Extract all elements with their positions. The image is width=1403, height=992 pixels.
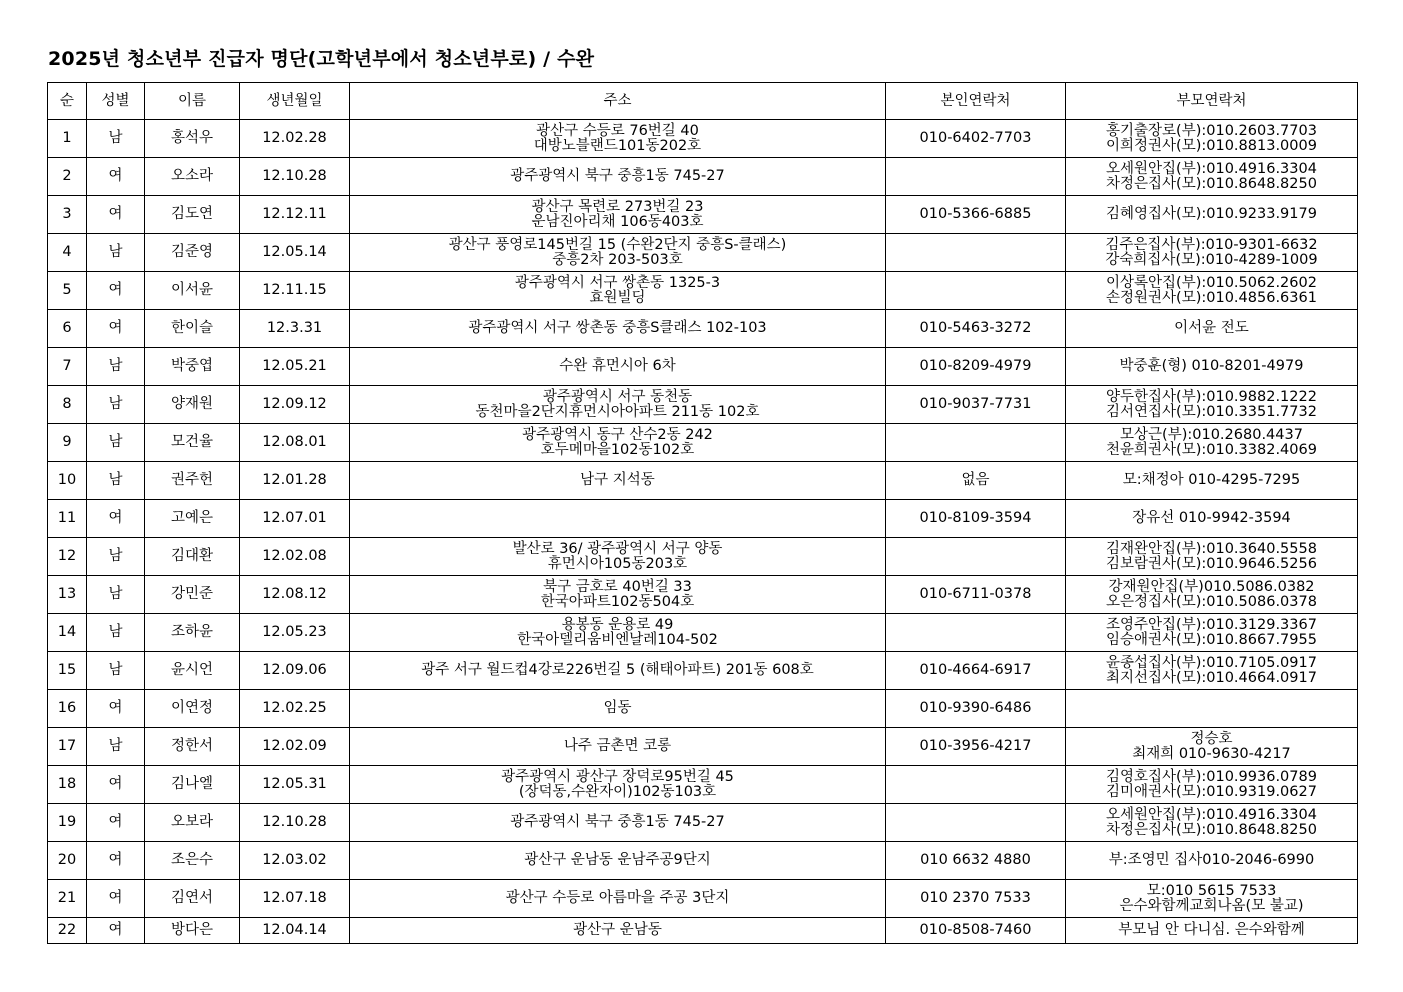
header-parent-contact: 부모연락처: [1066, 83, 1358, 120]
cell-name: 김준영: [145, 234, 240, 272]
cell-gender: 여: [87, 766, 145, 804]
parent-contact-line: 윤종섭집사(부):010.7105.0917: [1106, 654, 1317, 671]
table-row: [48, 652, 1358, 690]
address-line: 한국아파트102동504호: [540, 593, 695, 610]
address-line: 발산로 36/ 광주광역시 서구 양동: [512, 540, 723, 557]
parent-contact-line: 임승애권사(모):010.8667.7955: [1106, 631, 1317, 648]
address-line: 대방노블랜드101동202호: [533, 137, 702, 154]
cell-birth: 12.02.28: [240, 120, 350, 158]
table-row: [48, 842, 1358, 880]
address-line: 광산구 목련로 273번길 23: [531, 198, 704, 215]
cell-address: [350, 538, 886, 576]
cell-name: 정한서: [145, 728, 240, 766]
cell-no: 4: [48, 234, 87, 272]
cell-name: 오보라: [145, 804, 240, 842]
cell-parent-contact: [1066, 728, 1358, 766]
cell-parent-contact: [1066, 652, 1358, 690]
cell-no: 10: [48, 462, 87, 500]
cell-birth: 12.02.25: [240, 690, 350, 728]
cell-phone: [886, 234, 1066, 272]
cell-gender: 여: [87, 158, 145, 196]
parent-contact-line: 천윤희권사(모):010.3382.4069: [1106, 441, 1317, 458]
parent-contact-line: 차정은집사(모):010.8648.8250: [1106, 175, 1317, 192]
address-line: (장덕동,수완자이)102동103호: [518, 783, 717, 800]
cell-birth: 12.07.18: [240, 880, 350, 918]
cell-name: 조은수: [145, 842, 240, 880]
parent-contact-line: 김서연집사(모):010.3351.7732: [1106, 403, 1317, 420]
table-row: [48, 158, 1358, 196]
cell-address: [350, 196, 886, 234]
cell-gender: 여: [87, 272, 145, 310]
table-row: [48, 196, 1358, 234]
cell-gender: 남: [87, 424, 145, 462]
table-row: [48, 614, 1358, 652]
parent-contact-line: 부:조영민 집사010-2046-6990: [1108, 852, 1315, 868]
cell-address: [350, 652, 886, 690]
cell-name: 이연정: [145, 690, 240, 728]
cell-no: 22: [48, 918, 87, 944]
cell-phone: 010-6402-7703: [886, 120, 1066, 158]
table-row: [48, 804, 1358, 842]
cell-gender: 여: [87, 500, 145, 538]
address-line: 남구 지석동: [580, 472, 655, 488]
parent-contact-line: 부모님 안 다니심. 은수와함께: [1118, 922, 1305, 938]
cell-phone: 없음: [886, 462, 1066, 500]
header-birth: 생년월일: [240, 83, 350, 120]
cell-birth: 12.05.23: [240, 614, 350, 652]
cell-address: [350, 310, 886, 348]
address-line: 광주광역시 서구 쌍촌동 1325-3: [514, 274, 721, 291]
address-line: 나주 금촌면 코롱: [563, 738, 672, 754]
cell-birth: 12.3.31: [240, 310, 350, 348]
table-row: [48, 386, 1358, 424]
cell-no: 7: [48, 348, 87, 386]
parent-contact-line: 김주은집사(부):010-9301-6632: [1105, 236, 1318, 253]
cell-phone: [886, 158, 1066, 196]
cell-parent-contact: [1066, 424, 1358, 462]
cell-address: [350, 880, 886, 918]
cell-gender: 남: [87, 652, 145, 690]
cell-address: [350, 614, 886, 652]
cell-address: [350, 348, 886, 386]
parent-contact-line: 홍기출장로(부):010.2603.7703: [1106, 122, 1317, 139]
cell-birth: 12.10.28: [240, 158, 350, 196]
cell-phone: 010-8209-4979: [886, 348, 1066, 386]
cell-parent-contact: [1066, 234, 1358, 272]
parent-contact-line: 손정원권사(모):010.4856.6361: [1106, 289, 1317, 306]
parent-contact-line: 오세원안집(부):010.4916.3304: [1106, 160, 1317, 177]
address-line: 운남진아리채 106동403호: [531, 213, 704, 230]
roster-table: [47, 82, 1358, 944]
cell-no: 19: [48, 804, 87, 842]
header-gender: 성별: [87, 83, 145, 120]
address-line: 효원빌딩: [589, 289, 646, 306]
cell-name: 김나엘: [145, 766, 240, 804]
parent-contact-line: 정승호: [1190, 730, 1233, 747]
cell-address: [350, 576, 886, 614]
cell-gender: 남: [87, 120, 145, 158]
parent-contact-line: 김미애권사(모):010.9319.0627: [1106, 783, 1317, 800]
cell-name: 박중엽: [145, 348, 240, 386]
parent-contact-line: 조영주안집(부):010.3129.3367: [1106, 616, 1317, 633]
parent-contact-line: 은수와함께교회나옴(모 불교): [1119, 897, 1304, 914]
cell-phone: 010-3956-4217: [886, 728, 1066, 766]
parent-contact-line: 오세원안집(부):010.4916.3304: [1106, 806, 1317, 823]
table-row: [48, 462, 1358, 500]
address-line: 중흥2차 203-503호: [552, 251, 683, 268]
cell-no: 8: [48, 386, 87, 424]
cell-birth: 12.11.15: [240, 272, 350, 310]
cell-birth: 12.05.31: [240, 766, 350, 804]
cell-parent-contact: [1066, 386, 1358, 424]
cell-name: 조하윤: [145, 614, 240, 652]
cell-address: [350, 386, 886, 424]
cell-no: 15: [48, 652, 87, 690]
cell-address: [350, 804, 886, 842]
cell-gender: 여: [87, 310, 145, 348]
cell-name: 강민준: [145, 576, 240, 614]
cell-phone: [886, 424, 1066, 462]
address-line: 광주광역시 북구 중흥1동 745-27: [510, 168, 725, 184]
cell-no: 5: [48, 272, 87, 310]
cell-name: 김연서: [145, 880, 240, 918]
address-line: 수완 휴먼시아 6차: [559, 358, 676, 374]
cell-gender: 여: [87, 196, 145, 234]
cell-address: [350, 728, 886, 766]
address-line: 휴먼시아105동203호: [547, 555, 688, 572]
address-line: 광산구 운남동 운남주공9단지: [524, 852, 711, 868]
cell-gender: 남: [87, 234, 145, 272]
cell-parent-contact: [1066, 690, 1358, 728]
cell-birth: 12.12.11: [240, 196, 350, 234]
cell-gender: 여: [87, 804, 145, 842]
address-line: 용봉동 운용로 49: [561, 616, 674, 633]
parent-contact-line: 이서윤 전도: [1174, 320, 1249, 336]
parent-contact-line: 강재원안집(부)010.5086.0382: [1108, 578, 1315, 595]
address-line: 광주광역시 서구 쌍촌동 중흥S클래스 102-103: [468, 320, 767, 336]
cell-gender: 여: [87, 918, 145, 944]
parent-contact-line: 이상록안집(부):010.5062.2602: [1106, 274, 1317, 291]
address-line: 광산구 풍영로145번길 15 (수완2단지 중흥S-클래스): [448, 236, 787, 253]
address-line: 한국아델리움비엔날레104-502: [517, 631, 718, 648]
parent-contact-line: 박중훈(형) 010-8201-4979: [1119, 358, 1304, 374]
cell-gender: 남: [87, 462, 145, 500]
address-line: 광주광역시 동구 산수2동 242: [522, 426, 713, 443]
page-title: 2025년 청소년부 진급자 명단(고학년부에서 청소년부로) / 수완: [48, 48, 595, 70]
cell-parent-contact: [1066, 804, 1358, 842]
parent-contact-line: 김재완안집(부):010.3640.5558: [1106, 540, 1317, 557]
address-line: 동천마을2단지휴먼시아아파트 211동 102호: [475, 403, 760, 420]
cell-address: [350, 500, 886, 538]
table-row: [48, 880, 1358, 918]
cell-phone: 010 6632 4880: [886, 842, 1066, 880]
parent-contact-line: 모상근(부):010.2680.4437: [1120, 426, 1303, 443]
table-row: [48, 576, 1358, 614]
cell-phone: 010-8109-3594: [886, 500, 1066, 538]
cell-address: [350, 272, 886, 310]
cell-gender: 여: [87, 880, 145, 918]
header-phone: 본인연락처: [886, 83, 1066, 120]
cell-phone: [886, 538, 1066, 576]
cell-phone: [886, 766, 1066, 804]
cell-gender: 남: [87, 348, 145, 386]
address-line: 광산구 운남동: [573, 922, 662, 938]
header-no: 순: [48, 83, 87, 120]
cell-phone: 010-5366-6885: [886, 196, 1066, 234]
cell-parent-contact: [1066, 842, 1358, 880]
address-line: 호두메마을102동102호: [540, 441, 695, 458]
cell-name: 김대환: [145, 538, 240, 576]
parent-contact-line: 김보람권사(모):010.9646.5256: [1106, 555, 1317, 572]
address-line: 광주광역시 서구 동천동: [542, 388, 693, 405]
parent-contact-line: 최지선집사(모):010.4664.0917: [1106, 669, 1317, 686]
cell-birth: 12.05.21: [240, 348, 350, 386]
parent-contact-line: 강숙희집사(모):010-4289-1009: [1105, 251, 1318, 268]
parent-contact-line: 이희정권사(모):010.8813.0009: [1106, 137, 1317, 154]
cell-address: [350, 234, 886, 272]
cell-parent-contact: [1066, 880, 1358, 918]
cell-parent-contact: [1066, 348, 1358, 386]
cell-no: 16: [48, 690, 87, 728]
address-line: 광산구 수등로 아름마을 주공 3단지: [505, 890, 730, 906]
cell-name: 김도연: [145, 196, 240, 234]
table-row: [48, 272, 1358, 310]
address-line: 북구 금호로 40번길 33: [543, 578, 692, 595]
address-line: 임동: [603, 700, 632, 716]
cell-birth: 12.03.02: [240, 842, 350, 880]
cell-phone: 010-9390-6486: [886, 690, 1066, 728]
cell-parent-contact: [1066, 310, 1358, 348]
parent-contact-line: 최재희 010-9630-4217: [1132, 745, 1291, 762]
table-row: [48, 348, 1358, 386]
cell-birth: 12.05.14: [240, 234, 350, 272]
cell-birth: 12.08.01: [240, 424, 350, 462]
cell-no: 2: [48, 158, 87, 196]
table-row: [48, 728, 1358, 766]
cell-parent-contact: [1066, 196, 1358, 234]
cell-address: [350, 690, 886, 728]
cell-birth: 12.02.08: [240, 538, 350, 576]
table-header-row: [48, 83, 1358, 120]
cell-address: [350, 462, 886, 500]
cell-parent-contact: [1066, 272, 1358, 310]
cell-phone: 010 2370 7533: [886, 880, 1066, 918]
cell-address: [350, 120, 886, 158]
cell-parent-contact: [1066, 538, 1358, 576]
address-line: 광주광역시 광산구 장덕로95번길 45: [501, 768, 734, 785]
parent-contact-line: 김혜영집사(모):010.9233.9179: [1106, 206, 1317, 222]
cell-no: 21: [48, 880, 87, 918]
cell-phone: [886, 614, 1066, 652]
table-row: [48, 918, 1358, 944]
parent-contact-line: 장유선 010-9942-3594: [1132, 510, 1291, 526]
table-row: [48, 500, 1358, 538]
table-row: [48, 766, 1358, 804]
cell-no: 6: [48, 310, 87, 348]
cell-phone: 010-8508-7460: [886, 918, 1066, 944]
table-row: [48, 310, 1358, 348]
parent-contact-line: 양두한집사(부):010.9882.1222: [1106, 388, 1317, 405]
cell-address: [350, 424, 886, 462]
cell-birth: 12.10.28: [240, 804, 350, 842]
table-row: [48, 424, 1358, 462]
cell-birth: 12.01.28: [240, 462, 350, 500]
cell-parent-contact: [1066, 576, 1358, 614]
address-line: 광산구 수등로 76번길 40: [536, 122, 699, 139]
header-name: 이름: [145, 83, 240, 120]
cell-no: 3: [48, 196, 87, 234]
cell-gender: 남: [87, 728, 145, 766]
parent-contact-line: 모:채정아 010-4295-7295: [1122, 472, 1301, 488]
cell-name: 양재원: [145, 386, 240, 424]
table-row: [48, 234, 1358, 272]
table-row: [48, 690, 1358, 728]
cell-no: 9: [48, 424, 87, 462]
parent-contact-line: 김영호집사(부):010.9936.0789: [1106, 768, 1317, 785]
cell-gender: 남: [87, 386, 145, 424]
cell-parent-contact: [1066, 462, 1358, 500]
address-line: 광주광역시 북구 중흥1동 745-27: [510, 814, 725, 830]
cell-birth: 12.09.06: [240, 652, 350, 690]
cell-name: 모건율: [145, 424, 240, 462]
cell-no: 11: [48, 500, 87, 538]
cell-phone: [886, 804, 1066, 842]
cell-name: 이서윤: [145, 272, 240, 310]
cell-phone: 010-9037-7731: [886, 386, 1066, 424]
cell-phone: 010-6711-0378: [886, 576, 1066, 614]
header-address: 주소: [350, 83, 886, 120]
cell-phone: [886, 272, 1066, 310]
cell-name: 권주헌: [145, 462, 240, 500]
cell-no: 18: [48, 766, 87, 804]
cell-address: [350, 766, 886, 804]
cell-gender: 남: [87, 614, 145, 652]
cell-birth: 12.07.01: [240, 500, 350, 538]
cell-gender: 여: [87, 690, 145, 728]
cell-parent-contact: [1066, 918, 1358, 944]
cell-name: 윤시언: [145, 652, 240, 690]
cell-address: [350, 158, 886, 196]
cell-birth: 12.08.12: [240, 576, 350, 614]
cell-name: 오소라: [145, 158, 240, 196]
cell-name: 고예은: [145, 500, 240, 538]
address-line: 광주 서구 월드컵4강로226번길 5 (해태아파트) 201동 608호: [421, 662, 814, 678]
cell-name: 홍석우: [145, 120, 240, 158]
table-row: [48, 538, 1358, 576]
cell-parent-contact: [1066, 158, 1358, 196]
cell-no: 17: [48, 728, 87, 766]
cell-parent-contact: [1066, 120, 1358, 158]
cell-birth: 12.04.14: [240, 918, 350, 944]
cell-name: 한이슬: [145, 310, 240, 348]
table-row: [48, 120, 1358, 158]
cell-parent-contact: [1066, 500, 1358, 538]
cell-gender: 남: [87, 538, 145, 576]
cell-address: [350, 842, 886, 880]
parent-contact-line: 차정은집사(모):010.8648.8250: [1106, 821, 1317, 838]
cell-address: [350, 918, 886, 944]
cell-gender: 남: [87, 576, 145, 614]
cell-no: 13: [48, 576, 87, 614]
cell-no: 12: [48, 538, 87, 576]
cell-parent-contact: [1066, 766, 1358, 804]
cell-phone: 010-4664-6917: [886, 652, 1066, 690]
cell-parent-contact: [1066, 614, 1358, 652]
parent-contact-line: 모:010 5615 7533: [1146, 882, 1277, 899]
cell-no: 1: [48, 120, 87, 158]
cell-birth: 12.02.09: [240, 728, 350, 766]
cell-phone: 010-5463-3272: [886, 310, 1066, 348]
cell-gender: 여: [87, 842, 145, 880]
cell-no: 20: [48, 842, 87, 880]
cell-birth: 12.09.12: [240, 386, 350, 424]
cell-no: 14: [48, 614, 87, 652]
cell-name: 방다은: [145, 918, 240, 944]
parent-contact-line: 오은정집사(모):010.5086.0378: [1106, 593, 1317, 610]
